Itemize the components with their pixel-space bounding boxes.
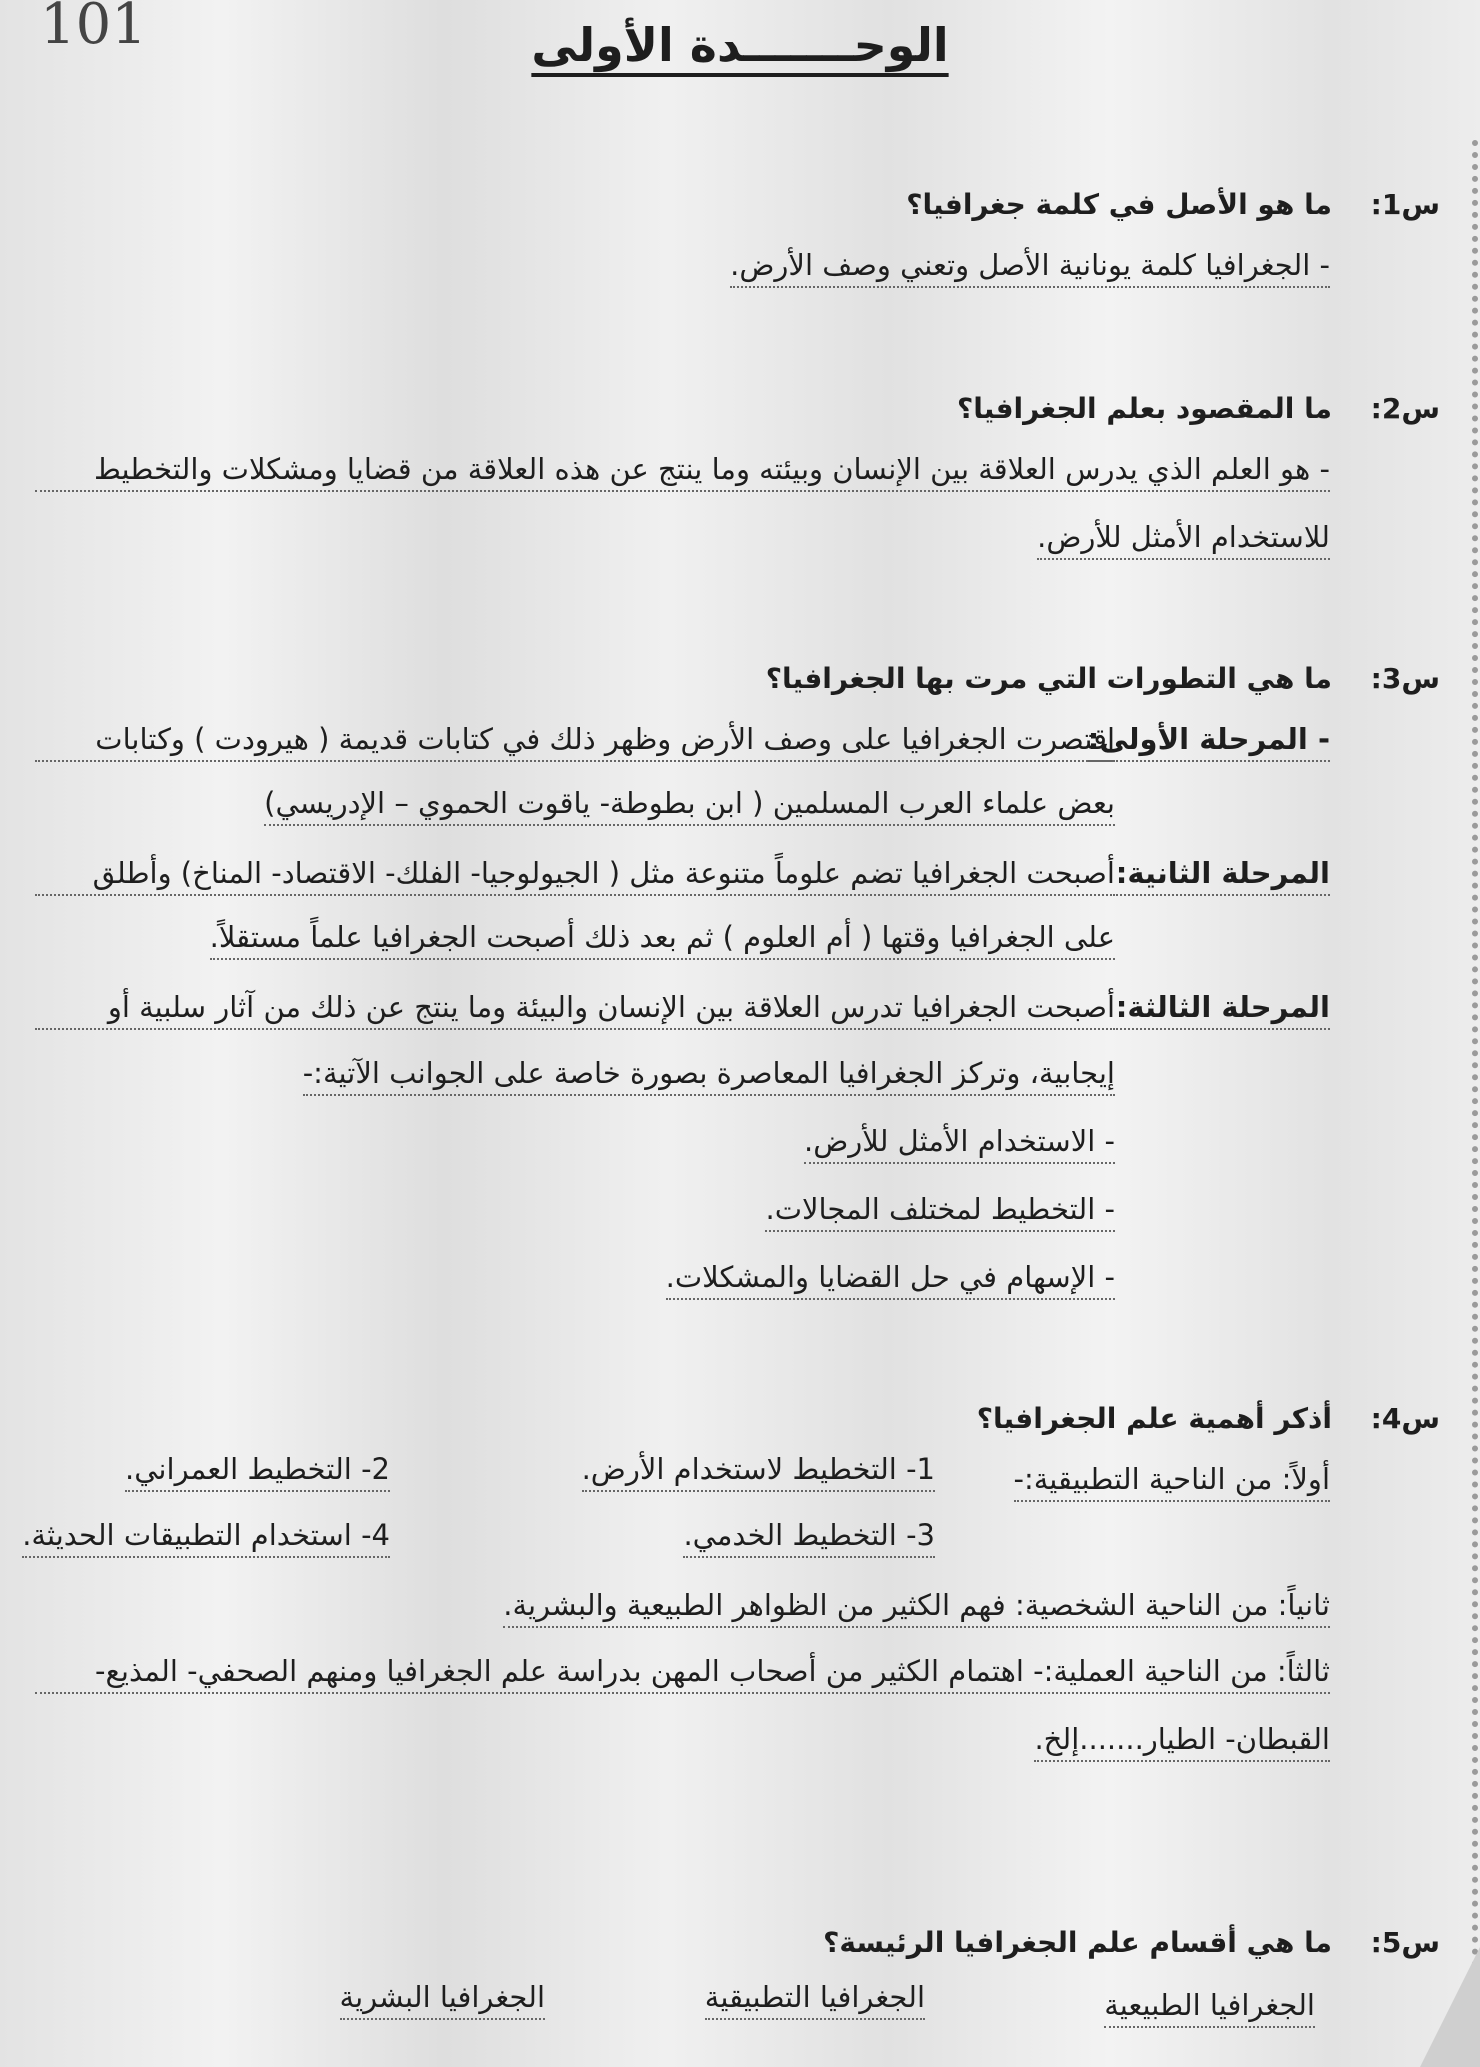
unit-title: الوحـــــــدة الأولى [531, 18, 949, 72]
question-number: س5: [1370, 1926, 1440, 1959]
importance-item: 4- استخدام التطبيقات الحديثة. [22, 1518, 390, 1558]
stage-line: اقتصرت الجغرافيا على وصف الأرض وظهر ذلك في كتابات قديمة ( هيرودت ) وكتابات [35, 722, 1115, 762]
stage-label: - المرحلة الأولى: [1088, 722, 1330, 762]
question-number: س1: [1370, 188, 1440, 221]
stage-line: إيجابية، وتركز الجغرافيا المعاصرة بصورة خاصة على الجوانب الآتية:- [303, 1056, 1115, 1096]
question-4 [977, 1402, 1440, 1435]
division-item: الجغرافيا الطبيعية [1104, 1988, 1315, 2028]
stage-bullet: - التخطيط لمختلف المجالات. [765, 1192, 1115, 1232]
answer-line: - الجغرافيا كلمة يونانية الأصل وتعني وصف الأرض. [730, 248, 1330, 288]
answer-line: للاستخدام الأمثل للأرض. [1037, 520, 1330, 560]
question-number: س3: [1370, 662, 1440, 695]
folded-corner [1420, 1947, 1480, 2067]
importance-second: ثانياً: من الناحية الشخصية: فهم الكثير من الظواهر الطبيعية والبشرية. [503, 1588, 1330, 1628]
question-number: س2: [1370, 392, 1440, 425]
page-number: 101 [40, 0, 147, 57]
question-text: ما المقصود بعلم الجغرافيا؟ [957, 392, 1332, 425]
question-text: ما هو الأصل في كلمة جغرافيا؟ [906, 188, 1332, 221]
division-item: الجغرافيا البشرية [340, 1980, 545, 2020]
importance-item: 2- التخطيط العمراني. [125, 1452, 390, 1492]
division-item: الجغرافيا التطبيقية [705, 1980, 925, 2020]
importance-item: 1- التخطيط لاستخدام الأرض. [582, 1452, 935, 1492]
stage-bullet: - الاستخدام الأمثل للأرض. [804, 1124, 1115, 1164]
importance-label: أولاً: من الناحية التطبيقية:- [1014, 1462, 1330, 1502]
stage-line: أصبحت الجغرافيا تدرس العلاقة بين الإنسان والبيئة وما ينتج عن ذلك من آثار سلبية أو [35, 990, 1115, 1030]
question-text: أذكر أهمية علم الجغرافيا؟ [976, 1402, 1332, 1435]
importance-item: 3- التخطيط الخدمي. [683, 1518, 935, 1558]
importance-third: القبطان- الطيار.......إلخ. [1034, 1722, 1330, 1762]
question-number: س4: [1370, 1402, 1440, 1435]
question-text: ما هي التطورات التي مرت بها الجغرافيا؟ [765, 662, 1332, 695]
stage-line: أصبحت الجغرافيا تضم علوماً متنوعة مثل ( الجيولوجيا- الفلك- الاقتصاد- المناخ) وأطلق [35, 856, 1115, 896]
answer-line: - هو العلم الذي يدرس العلاقة بين الإنسان وبيئته وما ينتج عن هذه العلاقة من قضايا ومشكلات والتخطيط [35, 452, 1330, 492]
stage-line: على الجغرافيا وقتها ( أم العلوم ) ثم بعد ذلك أصبحت الجغرافيا علماً مستقلاً. [210, 920, 1115, 960]
stage-label: المرحلة الثالثة: [1116, 990, 1330, 1030]
question-text: ما هي أقسام علم الجغرافيا الرئيسة؟ [823, 1926, 1332, 1959]
question-5 [823, 1926, 1440, 1959]
question-2 [957, 392, 1440, 425]
perforated-edge [1452, 140, 1478, 2040]
stage-label: المرحلة الثانية: [1116, 856, 1330, 896]
importance-third: ثالثاً: من الناحية العملية:- اهتمام الكثير من أصحاب المهن بدراسة علم الجغرافيا ومنهم الصحفي- المذيع- [35, 1654, 1330, 1694]
stage-bullet: - الإسهام في حل القضايا والمشكلات. [666, 1260, 1115, 1300]
question-3 [766, 662, 1440, 695]
stage-line: بعض علماء العرب المسلمين ( ابن بطوطة- ياقوت الحموي – الإدريسي) [264, 786, 1115, 826]
question-1 [906, 188, 1440, 221]
